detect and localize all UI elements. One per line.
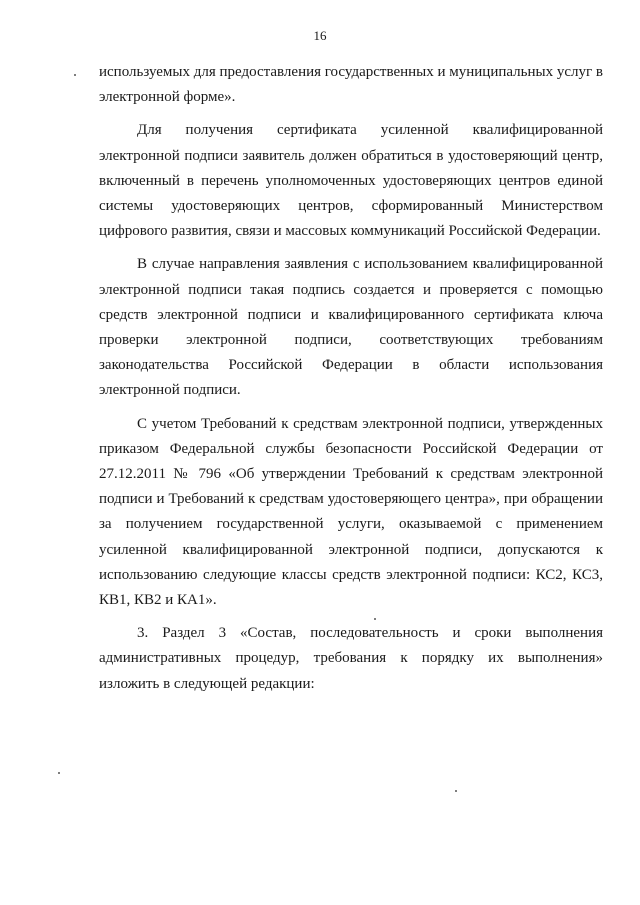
paragraph: используемых для предоставления государственных и муниципальных услуг в электронной форме».	[99, 64, 603, 106]
page-number: 16	[313, 28, 327, 43]
scan-speck	[74, 74, 76, 76]
document-body	[99, 60, 603, 705]
paragraph: В случае направления заявления с использованием квалифицированной электронной подписи такая подпись создается и проверяется с помощью средств электронной подписи и квалифицированного сертификата ключа проверки электронной подписи, соответствующих требованиям законодательства Российской Федерации в области использования электронной подписи.	[99, 256, 603, 399]
scan-speck	[58, 772, 60, 774]
paragraph: 3. Раздел 3 «Состав, последовательность и сроки выполнения административных процедур, требования к порядку их выполнения» изложить в следующей редакции:	[99, 625, 603, 692]
scan-speck	[455, 790, 457, 792]
paragraph: С учетом Требований к средствам электронной подписи, утвержденных приказом Федеральной службы безопасности Российской Федерации от 27.12.2011 № 796 «Об утверждении Требований к средствам электронной подписи и Требований к средствам удостоверяющего центра», при обращении за получением государственной услуги, оказываемой с применением усиленной квалифицированной электронной подписи, допускаются к использованию следующие классы средств электронной подписи: КС2, КС3, КВ1, КВ2 и КА1».	[99, 415, 603, 609]
paragraph: Для получения сертификата усиленной квалифицированной электронной подписи заявитель должен обратиться в удостоверяющий центр, включенный в перечень уполномоченных удостоверяющих центров единой системы удостоверяющих центров, сформированный Министерством цифрового развития, связи и массовых коммуникаций Российской Федерации.	[99, 122, 603, 240]
